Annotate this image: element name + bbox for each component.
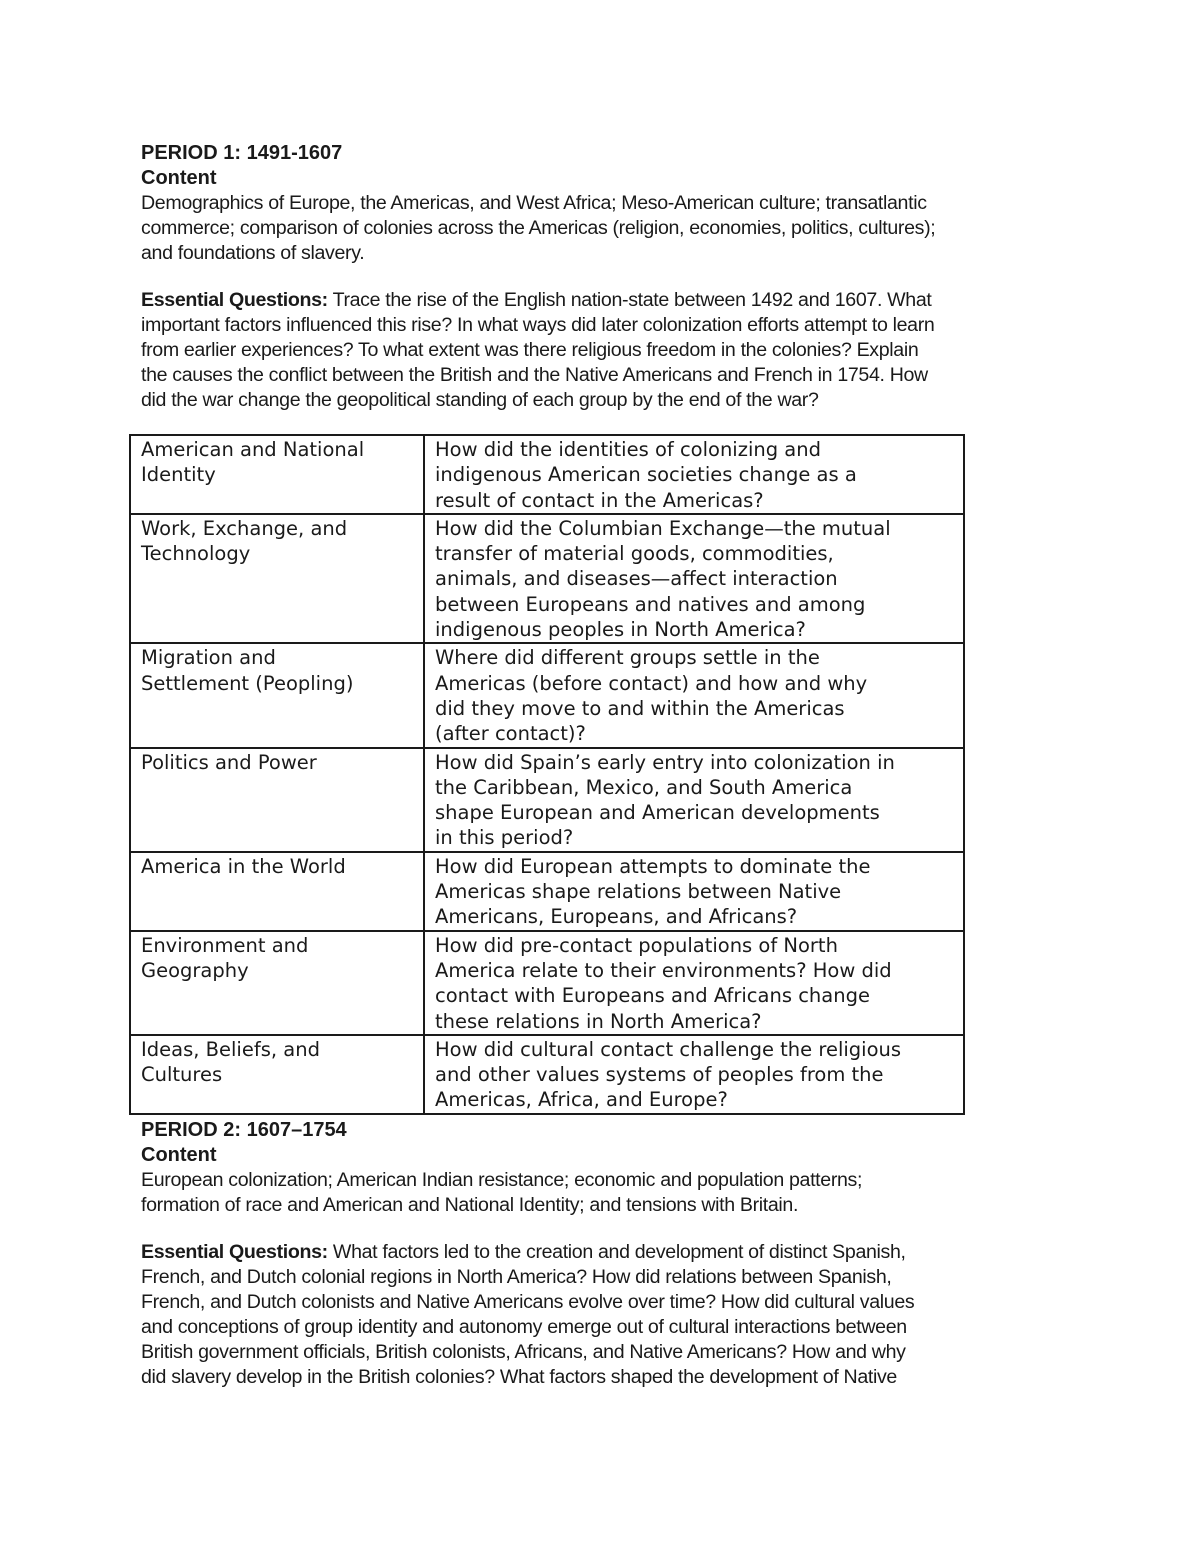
question-cell xyxy=(424,435,964,514)
text-line: Politics and Power xyxy=(141,750,317,774)
period-2-content-label: Content xyxy=(141,1144,217,1166)
text-line: Americas shape relations between Native xyxy=(435,880,842,904)
text-line: European colonization; American Indian resistance; economic and population patterns; xyxy=(141,1169,863,1191)
period-2-content-text xyxy=(141,1168,1061,1218)
text-line: contact with Europeans and Africans change xyxy=(435,984,870,1008)
text-line: How did the identities of colonizing and xyxy=(435,438,821,461)
period-1-content-text xyxy=(141,191,1061,266)
text-line: How did Spain’s early entry into colonization in xyxy=(435,750,895,774)
text-line: How did European attempts to dominate the xyxy=(435,854,871,878)
text-line: Work, Exchange, and xyxy=(141,516,348,540)
text-line: did they move to and within the Americas xyxy=(435,696,845,720)
text-line: British government officials, British colonists, Africans, and Native Americans? How and why xyxy=(141,1341,906,1363)
themes-table xyxy=(129,434,965,1115)
text-line: between Europeans and natives and among xyxy=(435,592,866,616)
text-line: and other values systems of peoples from the xyxy=(435,1063,884,1087)
text-line: Settlement (Peopling) xyxy=(141,671,354,695)
text-line: transfer of material goods, commodities, xyxy=(435,542,834,566)
text-line: the causes the conflict between the British and the Native Americans and French in 1754. How xyxy=(141,364,928,386)
text-line: How did the Columbian Exchange—the mutual xyxy=(435,516,891,540)
text-line: Identity xyxy=(141,463,216,487)
text-line: Ideas, Beliefs, and xyxy=(141,1037,320,1061)
essential-questions-text: What factors led to the creation and development of distinct Spanish, xyxy=(327,1241,906,1263)
text-line: did slavery develop in the British colonies? What factors shaped the development of Native xyxy=(141,1366,897,1388)
table-row xyxy=(130,748,964,852)
table-row xyxy=(130,852,964,931)
text-line: did the war change the geopolitical standing of each group by the end of the war? xyxy=(141,389,819,411)
theme-cell xyxy=(130,435,424,514)
text-line: Technology xyxy=(141,542,251,566)
text-line: Environment and xyxy=(141,933,309,957)
text-line: America in the World xyxy=(141,854,346,878)
text-line: these relations in North America? xyxy=(435,1009,762,1033)
text-line xyxy=(141,288,1061,313)
essential-questions-text: Trace the rise of the English nation-state between 1492 and 1607. What xyxy=(327,289,932,311)
period-2-essential-questions xyxy=(141,1240,1061,1390)
text-line xyxy=(141,1240,1061,1265)
text-line: Demographics of Europe, the Americas, and West Africa; Meso-American culture; transatlantic xyxy=(141,192,927,214)
text-line: animals, and diseases—affect interaction xyxy=(435,567,838,591)
text-line: Migration and xyxy=(141,646,276,670)
text-line: result of contact in the Americas? xyxy=(435,488,764,512)
table-row xyxy=(130,931,964,1035)
text-line: important factors influenced this rise? In what ways did later colonization efforts attempt to learn xyxy=(141,314,935,336)
question-cell xyxy=(424,748,964,852)
period-1-section xyxy=(141,141,1061,413)
essential-questions-label: Essential Questions: xyxy=(141,1241,328,1263)
theme-cell xyxy=(130,1035,424,1114)
text-line: French, and Dutch colonial regions in North America? How did relations between Spanish, xyxy=(141,1266,892,1288)
text-line: Americas, Africa, and Europe? xyxy=(435,1088,728,1112)
text-line: Americans, Europeans, and Africans? xyxy=(435,905,798,929)
text-line: Geography xyxy=(141,958,249,982)
period-1-essential-questions xyxy=(141,288,1061,413)
essential-questions-label: Essential Questions: xyxy=(141,289,328,311)
text-line: and conceptions of group identity and autonomy emerge out of cultural interactions between xyxy=(141,1316,907,1338)
text-line: (after contact)? xyxy=(435,722,586,746)
text-line: indigenous American societies change as a xyxy=(435,463,857,487)
period-2-section xyxy=(141,1118,1061,1390)
text-line: from earlier experiences? To what extent was there religious freedom in the colonies? Explain xyxy=(141,339,919,361)
text-line: shape European and American developments xyxy=(435,801,880,825)
question-cell xyxy=(424,514,964,643)
question-cell xyxy=(424,931,964,1035)
theme-cell xyxy=(130,643,424,747)
table-row xyxy=(130,514,964,643)
question-cell xyxy=(424,643,964,747)
text-line: the Caribbean, Mexico, and South America xyxy=(435,775,853,799)
table-row xyxy=(130,435,964,514)
text-line: in this period? xyxy=(435,826,574,850)
text-line: commerce; comparison of colonies across the Americas (religion, economies, politics, cultures); xyxy=(141,217,936,239)
question-cell xyxy=(424,852,964,931)
text-line: formation of race and American and National Identity; and tensions with Britain. xyxy=(141,1194,799,1216)
text-line: How did cultural contact challenge the religious xyxy=(435,1037,902,1061)
theme-cell xyxy=(130,514,424,643)
table-row xyxy=(130,1035,964,1114)
text-line: indigenous peoples in North America? xyxy=(435,618,806,642)
text-line: Cultures xyxy=(141,1063,223,1087)
theme-cell xyxy=(130,931,424,1035)
text-line: American and National xyxy=(141,438,365,461)
period-1-title: PERIOD 1: 1491-1607 xyxy=(141,142,343,164)
period-1-content-label: Content xyxy=(141,167,217,189)
text-line: Americas (before contact) and how and why xyxy=(435,671,868,695)
text-line: America relate to their environments? How did xyxy=(435,958,892,982)
text-line: Where did different groups settle in the xyxy=(435,646,820,670)
theme-cell xyxy=(130,852,424,931)
period-2-title: PERIOD 2: 1607–1754 xyxy=(141,1119,347,1141)
text-line: French, and Dutch colonists and Native Americans evolve over time? How did cultural values xyxy=(141,1291,915,1313)
text-line: How did pre-contact populations of North xyxy=(435,933,838,957)
table-row xyxy=(130,643,964,747)
text-line: and foundations of slavery. xyxy=(141,242,365,264)
question-cell xyxy=(424,1035,964,1114)
theme-cell xyxy=(130,748,424,852)
